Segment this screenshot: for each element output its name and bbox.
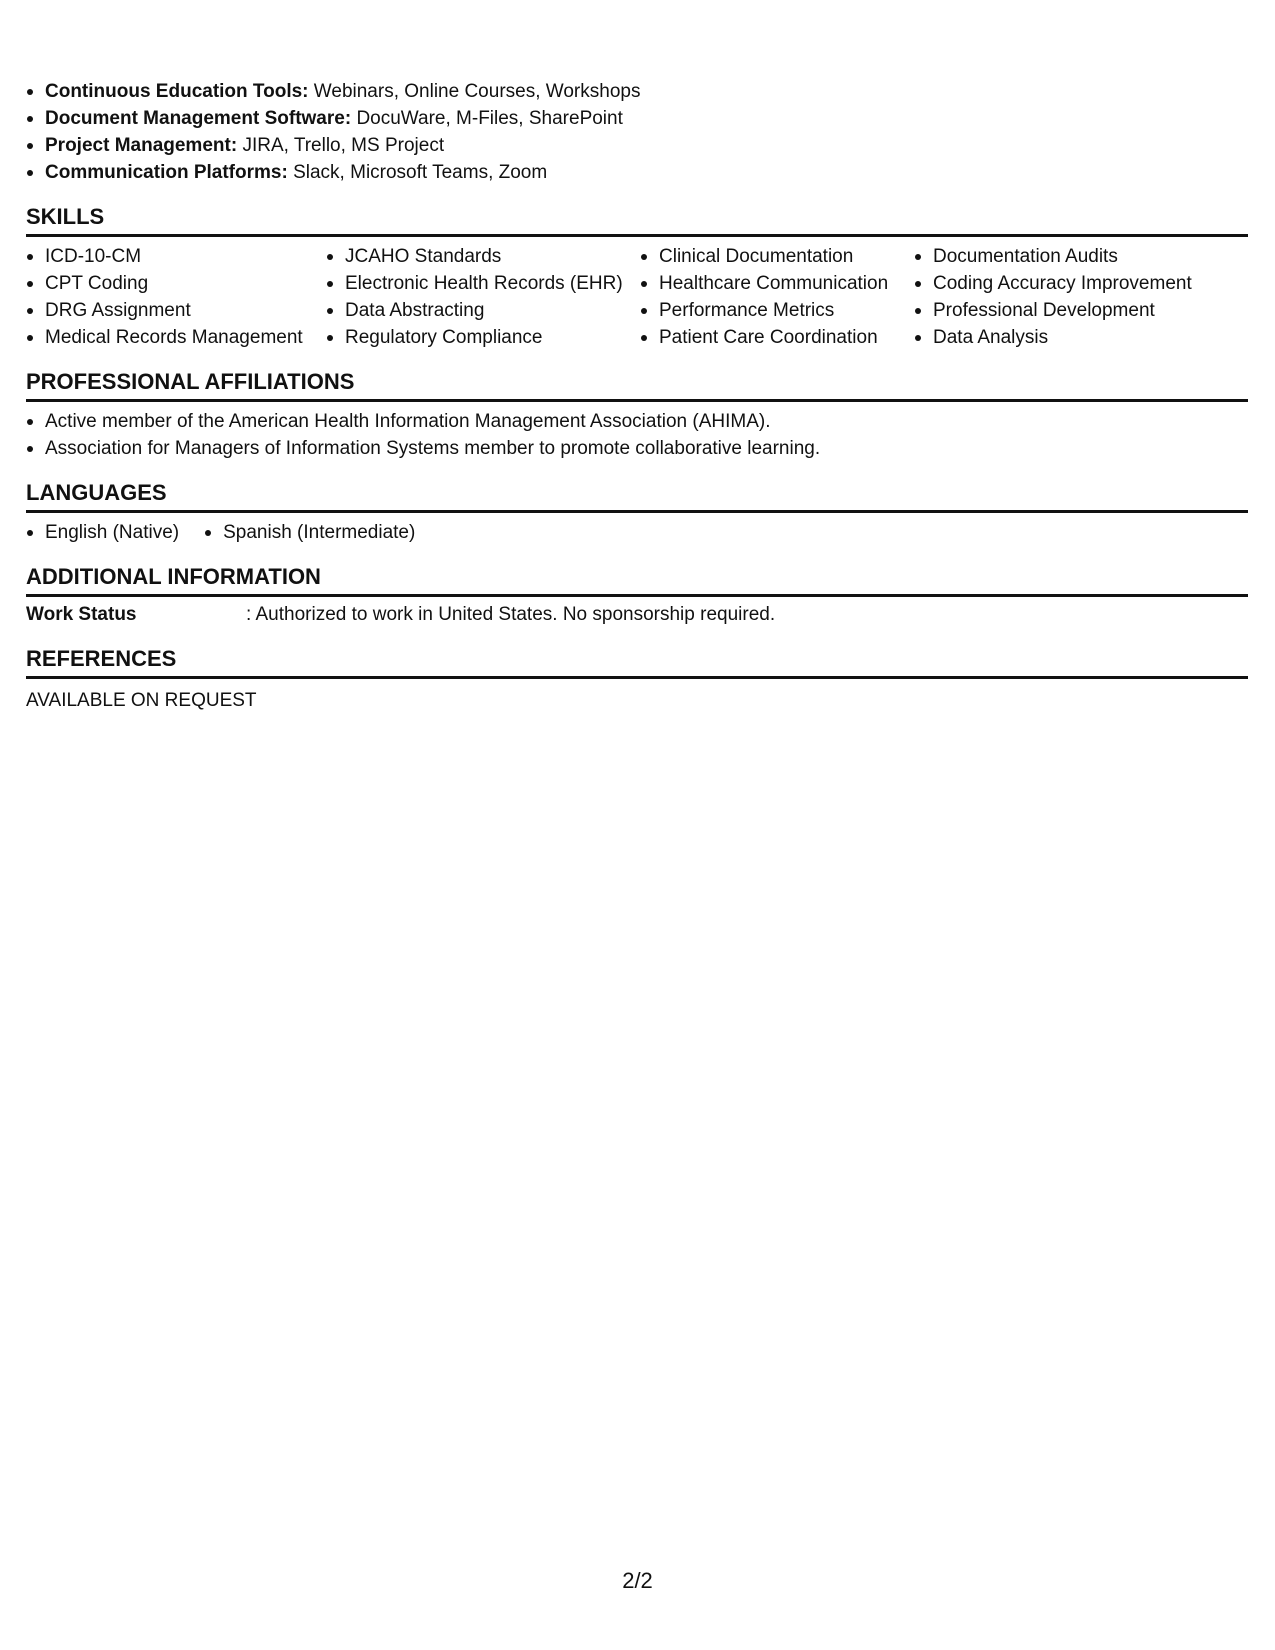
skills-grid xyxy=(26,237,1248,351)
tool-value: Webinars, Online Courses, Workshops xyxy=(313,81,641,102)
list-item: Active member of the American Health Information Management Association (AHIMA). xyxy=(26,408,1248,435)
list-item: Electronic Health Records (EHR) xyxy=(326,270,640,297)
tool-value: Slack, Microsoft Teams, Zoom xyxy=(293,162,548,183)
work-status-label: Work Status xyxy=(26,604,137,625)
section-title: LANGUAGES xyxy=(26,480,1248,513)
tool-label: Document Management Software: xyxy=(45,108,352,129)
list-item: English (Native) xyxy=(26,519,179,546)
skills-column xyxy=(26,243,326,351)
list-item xyxy=(26,132,1248,159)
list-item xyxy=(26,159,1248,186)
skills-column xyxy=(914,243,1248,351)
references-text: AVAILABLE ON REQUEST xyxy=(26,690,257,711)
list-item: Association for Managers of Information Systems member to promote collaborative learning. xyxy=(26,435,1248,462)
section-title: REFERENCES xyxy=(26,646,1248,679)
work-status-row xyxy=(26,597,1248,628)
references-section xyxy=(26,646,1248,714)
list-item xyxy=(26,78,1248,105)
list-item: Documentation Audits xyxy=(914,243,1248,270)
languages-list xyxy=(26,513,1248,546)
tool-value: JIRA, Trello, MS Project xyxy=(242,135,445,156)
list-item: Performance Metrics xyxy=(640,297,914,324)
affiliations-list xyxy=(26,402,1248,462)
skills-column xyxy=(640,243,914,351)
page-number: 2/2 xyxy=(622,1568,653,1593)
list-item: Data Abstracting xyxy=(326,297,640,324)
list-item: CPT Coding xyxy=(26,270,326,297)
list-item: Medical Records Management xyxy=(26,324,326,351)
list-item: ICD-10-CM xyxy=(26,243,326,270)
languages-section xyxy=(26,480,1248,546)
tool-label: Continuous Education Tools: xyxy=(45,81,309,102)
list-item: Regulatory Compliance xyxy=(326,324,640,351)
work-status-value: : Authorized to work in United States. No sponsorship required. xyxy=(246,604,776,625)
section-title: PROFESSIONAL AFFILIATIONS xyxy=(26,369,1248,402)
tools-list xyxy=(26,78,1248,186)
list-item: Data Analysis xyxy=(914,324,1248,351)
tool-label: Project Management: xyxy=(45,135,238,156)
tool-value: DocuWare, M-Files, SharePoint xyxy=(356,108,623,129)
list-item: JCAHO Standards xyxy=(326,243,640,270)
section-title: SKILLS xyxy=(26,204,1248,237)
affiliations-section xyxy=(26,369,1248,462)
skills-column xyxy=(326,243,640,351)
tool-label: Communication Platforms: xyxy=(45,162,288,183)
list-item: Patient Care Coordination xyxy=(640,324,914,351)
list-item: DRG Assignment xyxy=(26,297,326,324)
resume-page xyxy=(26,78,1248,714)
section-title: ADDITIONAL INFORMATION xyxy=(26,564,1248,597)
list-item: Healthcare Communication xyxy=(640,270,914,297)
list-item: Coding Accuracy Improvement xyxy=(914,270,1248,297)
additional-info-section xyxy=(26,564,1248,628)
list-item xyxy=(26,105,1248,132)
skills-section xyxy=(26,204,1248,351)
list-item: Professional Development xyxy=(914,297,1248,324)
list-item: Clinical Documentation xyxy=(640,243,914,270)
list-item: Spanish (Intermediate) xyxy=(204,519,415,546)
